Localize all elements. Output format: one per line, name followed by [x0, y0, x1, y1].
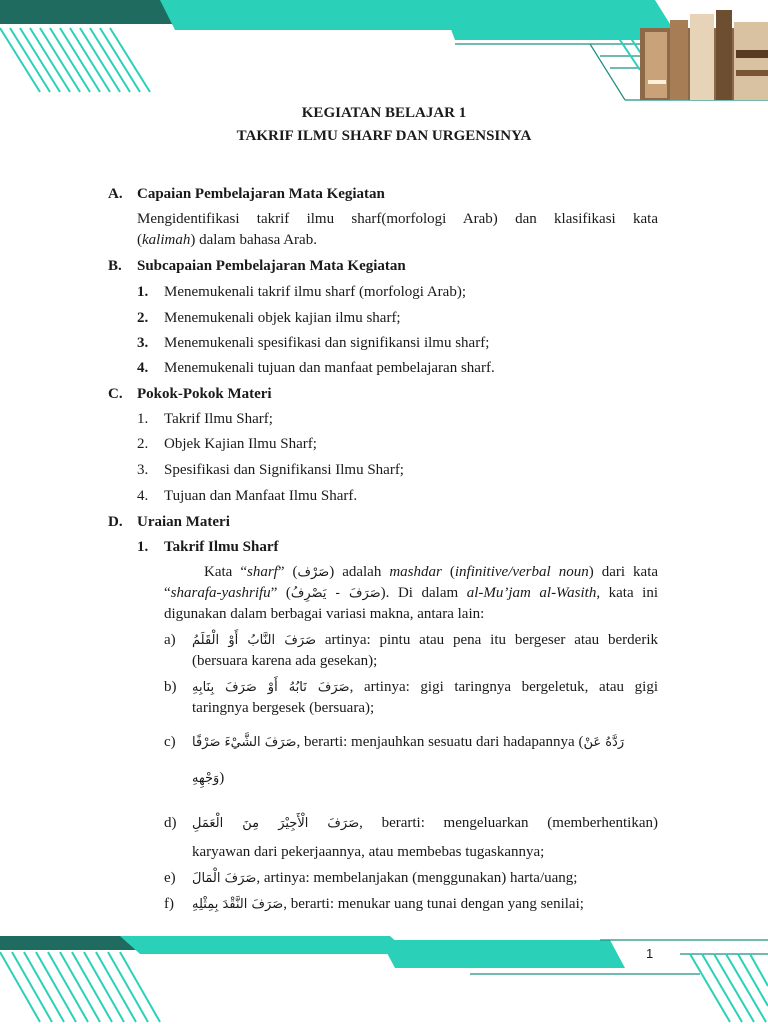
list-item-number: 1. [137, 284, 149, 300]
list-item: Menemukenali tujuan dan manfaat pembelajaran sharf. [164, 360, 495, 376]
list-item: Menemukenali objek kajian ilmu sharf; [164, 310, 401, 326]
heading-line-1: KEGIATAN BELAJAR 1 [301, 105, 467, 121]
list-item-number: 4. [137, 488, 149, 504]
list-item-number: 1. [137, 411, 149, 427]
example-e-line: صَرَفَ الْمَالَ, artinya: membelanjakan (menggunakan) harta/uang; [192, 870, 578, 886]
subsection-number: 1. [137, 539, 149, 555]
page-number: 1 [646, 946, 654, 961]
section-a-letter: A. [108, 186, 123, 202]
section-b-letter: B. [108, 258, 122, 274]
example-label: f) [164, 896, 174, 912]
list-item: Objek Kajian Ilmu Sharf; [164, 436, 317, 452]
example-c-line-2: وَجْهِهِ) [192, 770, 225, 786]
term-kalimah: kalimah [142, 232, 191, 248]
section-a-paragraph-line-2: (kalimah) dalam bahasa Arab. [137, 232, 317, 248]
section-a-title: Capaian Pembelajaran Mata Kegiatan [137, 186, 385, 202]
subsection-title: Takrif Ilmu Sharf [164, 539, 279, 555]
example-label: b) [164, 679, 177, 695]
heading-line-2: TAKRIF ILMU SHARF DAN URGENSINYA [236, 128, 532, 144]
example-d-line-2: karyawan dari pekerjaannya, atau membebas tugaskannya; [192, 844, 545, 860]
header-decoration [0, 0, 768, 110]
list-item-number: 2. [137, 310, 149, 326]
list-item: Tujuan dan Manfaat Ilmu Sharf. [164, 488, 358, 504]
footer-decoration [0, 930, 768, 1024]
list-item: Takrif Ilmu Sharf; [164, 411, 273, 427]
list-item-number: 2. [137, 436, 149, 452]
paragraph-line-3: digunakan dalam berbagai variasi makna, antara lain: [164, 606, 485, 622]
section-d-title: Uraian Materi [137, 514, 230, 530]
example-label: c) [164, 734, 176, 750]
list-item: Menemukenali spesifikasi dan signifikansi ilmu sharf; [164, 335, 490, 351]
example-b-line-2: taringnya bergesek (bersuara); [192, 700, 375, 716]
section-d-letter: D. [108, 514, 123, 530]
example-a-line-1: صَرَفَ النَّابُ أَوْ الْقَلَمُ artinya: pintu atau pena itu bergeser atau berderik [192, 632, 658, 648]
section-a-paragraph-line-1: Mengidentifikasi takrif ilmu sharf(morfologi Arab) dan klasifikasi kata [137, 211, 658, 227]
list-item-number: 3. [137, 335, 149, 351]
example-a-line-2: (bersuara karena ada gesekan); [192, 653, 378, 669]
example-b-line-1: صَرَفَ نَابُهُ أَوْ صَرَفَ بِنَابِهِ, artinya: gigi taringnya bergeletuk, atau gigi [192, 679, 658, 695]
list-item: Menemukenali takrif ilmu sharf (morfologi Arab); [164, 284, 466, 300]
section-c-letter: C. [108, 386, 123, 402]
list-item: Spesifikasi dan Signifikansi Ilmu Sharf; [164, 462, 404, 478]
list-item-number: 3. [137, 462, 149, 478]
example-f-line: صَرَفَ النَّقْدَ بِمِثْلِهِ, berarti: menukar uang tunai dengan yang senilai; [192, 896, 584, 912]
paragraph-line-2: “sharafa-yashrifu” (صَرَفَ - يَصْرِفُ). Di dalam al-Mu’jam al-Wasith, kata ini [164, 585, 659, 601]
example-label: a) [164, 632, 176, 648]
example-label: e) [164, 870, 176, 886]
list-item-number: 4. [137, 360, 149, 376]
example-d-line-1: صَرَفَ الْأَجِيْرَ مِنَ الْعَمَلِ, berarti: mengeluarkan (memberhentikan) [192, 815, 658, 831]
section-b-title: Subcapaian Pembelajaran Mata Kegiatan [137, 258, 406, 274]
example-c-line-1: صَرَفَ الشَّيْءَ صَرْفًا, berarti: menjauhkan sesuatu dari hadapannya (رَدَّهُ عَنْ [192, 734, 625, 750]
paragraph-line-1: Kata “sharf” (صَرْف) adalah mashdar (infinitive/verbal noun) dari kata [204, 564, 659, 580]
example-label: d) [164, 815, 177, 831]
section-c-title: Pokok-Pokok Materi [137, 386, 272, 402]
